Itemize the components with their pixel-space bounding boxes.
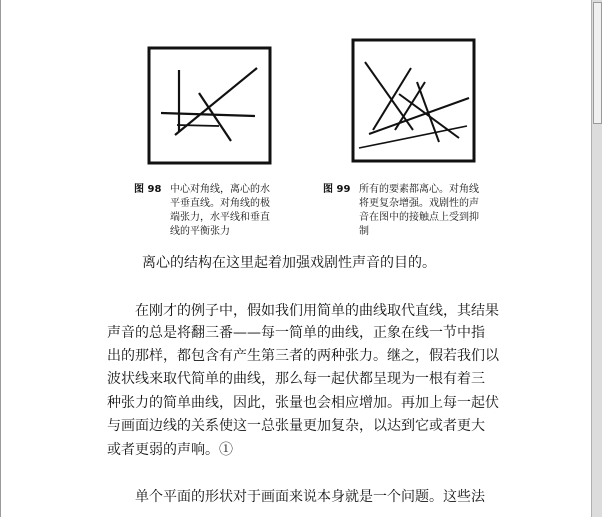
figure-98 xyxy=(147,46,273,166)
figure-98-number: 图 98 xyxy=(134,184,162,195)
figure-99-caption xyxy=(323,183,523,243)
figure-99-number: 图 99 xyxy=(323,184,351,195)
scattered-lines-figure-icon xyxy=(351,38,477,164)
scrollbar-thumb[interactable] xyxy=(593,2,602,124)
paragraph-1-line-3: 出的那样，都包含有产生第三者的两种张力。继之，假若我们以 xyxy=(107,348,499,364)
paragraph-1-line-5: 种张力的简单曲线，因此，张量也会相应增加。再加上每一起伏 xyxy=(107,395,499,411)
figure-98-caption-text: 中心对角线，离心的水 平垂直线。对角线的极 端张力，水平线和垂直 线的平衡张力 xyxy=(170,184,270,237)
paragraph-1-line-2: 声音的总是将翻三番——每一简单的曲线，正象在线一节中指 xyxy=(107,325,485,341)
paragraph-1-line-7: 或者更弱的声响。① xyxy=(107,442,233,458)
vertical-scrollbar[interactable] xyxy=(591,0,602,517)
paragraph-1-line-4: 波状线来取代简单的曲线，那么每一起伏都呈现为一根有着三 xyxy=(107,371,485,387)
figure-99 xyxy=(351,38,477,164)
paragraph-2-line-1: 单个平面的形状对于画面来说本身就是一个问题。这些法 xyxy=(135,489,485,505)
paragraph-1-line-6: 与画面边线的关系使这一总张量更加复杂，以达到它或者更大 xyxy=(107,418,485,434)
figure-98-caption xyxy=(134,183,314,243)
diagonal-lines-figure-icon xyxy=(147,46,273,166)
figure-99-caption-text: 所有的要素都离心。对角线 将更复杂增强。戏剧性的声 音在图中的接触点上受到抑 制 xyxy=(359,184,479,237)
paragraph-1-line-1: 在刚才的例子中，假如我们用简单的曲线取代直线，其结果 xyxy=(135,303,499,319)
figure-subtitle: 离心的结构在这里起着加强戏剧性声音的目的。 xyxy=(142,255,436,271)
